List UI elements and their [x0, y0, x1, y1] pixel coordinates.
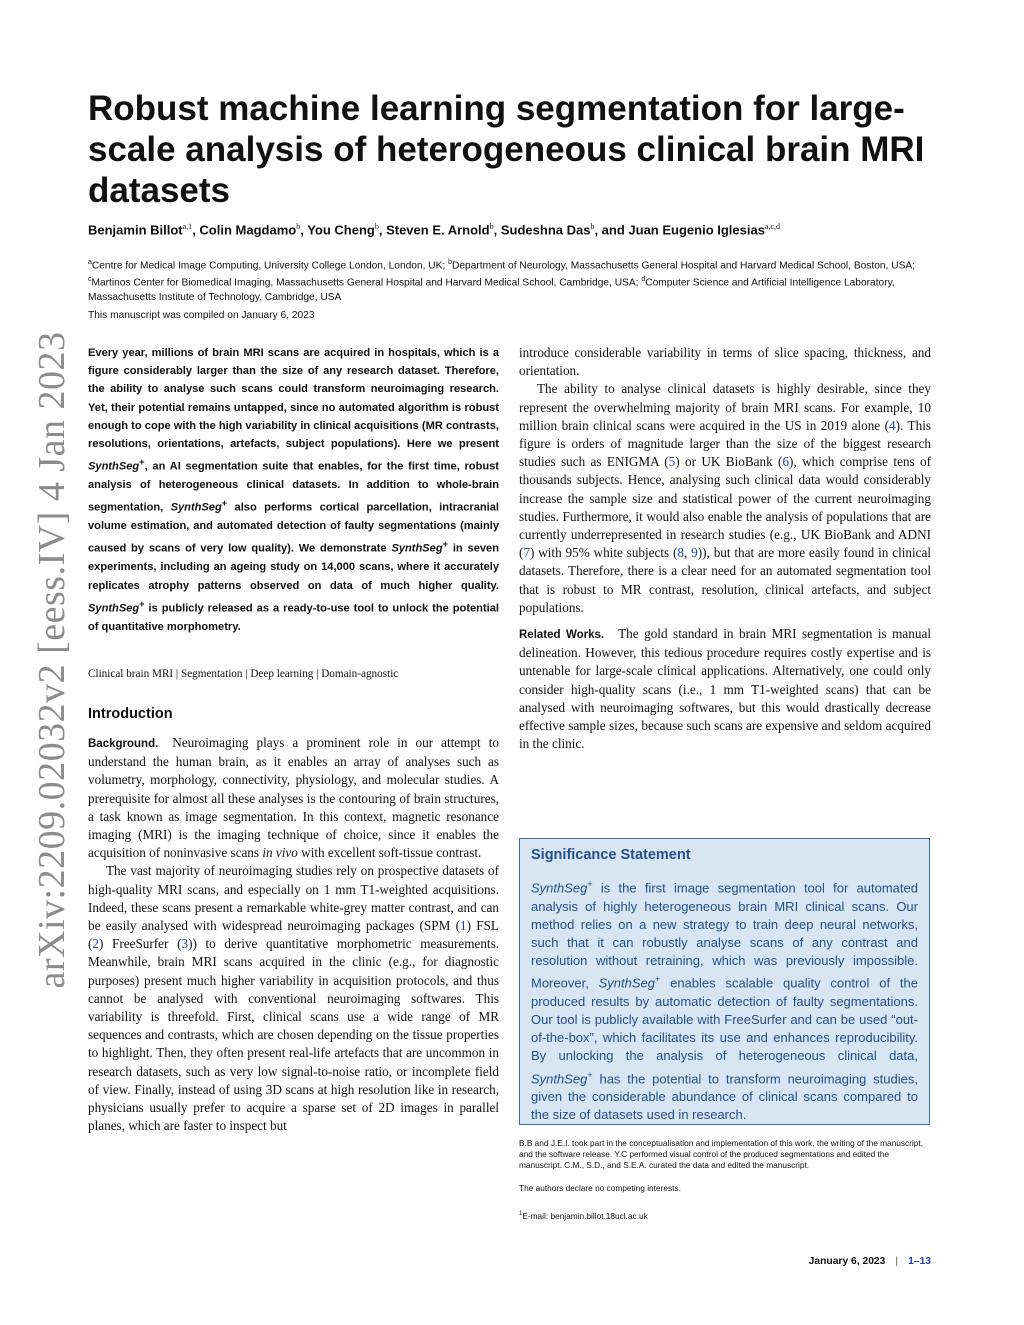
footer-separator: |: [895, 1256, 899, 1267]
text-run: is publicly released as a ready-to-use tool to unlock the potential of quantitative morphometry.: [88, 602, 499, 633]
significance-statement-box: [519, 838, 930, 1125]
author-contributions: B.B and J.E.I. took part in the conceptualisation and implementation of this work, the writing of the manuscript, and the software release. Y.C performed visual control of the produced segmentations and edited the manuscript. C.M., S.D., and S.E.A. curated the data and edited the manuscript.: [519, 1138, 923, 1171]
background-paragraph-1: [88, 734, 499, 862]
author-affiliation-mark: a,c,d: [764, 222, 781, 231]
emphasis-text: SynthSeg: [88, 460, 140, 473]
related-works-text: [519, 626, 931, 751]
keywords: Clinical brain MRI | Segmentation | Deep learning | Domain-agnostic: [88, 668, 399, 680]
citation-link[interactable]: 3: [181, 936, 189, 952]
background-paragraph-2: [88, 862, 499, 1135]
text-run: ), which comprise tens of thousands subjects. Hence, analysing such clinical data would considerably increase the sample size and statistical power of the current neuroimaging studies. Furthermore, it would also enable the analysis of populations that are currently underrepresented in research studies (e.g., UK BioBank and ADNI (: [519, 454, 931, 561]
significance-heading: Significance Statement: [531, 847, 691, 863]
citation-link[interactable]: 2: [92, 936, 99, 952]
superscript: +: [587, 879, 593, 889]
author-name: Sudeshna Das: [500, 222, 591, 238]
compiled-date: This manuscript was compiled on January 6, 2023: [88, 310, 315, 321]
introduction-right-column: [519, 344, 931, 753]
text-run: ) or UK BioBank (: [675, 454, 783, 470]
text-run: ) with 95% white subjects (: [530, 545, 678, 561]
affiliation-mark: a: [88, 259, 92, 266]
text-run: Every year, millions of brain MRI scans are acquired in hospitals, which is a figure considerably larger than the size of any research dataset. Therefore, the ability to analyse such scans could transform neuroimaging research. Yet, their potential remains untapped, since no automated algorithm is robust enough to cope with the high variability in clinical acquisitions (MR contrasts, resolutions, orientations, artefacts, subject populations). Here we present: [88, 347, 499, 451]
section-heading-introduction: Introduction: [88, 706, 173, 722]
author-separator: ,: [378, 222, 387, 238]
competing-interests: The authors declare no competing interests.: [519, 1183, 681, 1193]
superscript: +: [442, 539, 449, 550]
author-separator: ,: [493, 222, 501, 238]
citation-link[interactable]: 6: [782, 454, 790, 470]
text-run: also performs cortical parcellation, intracranial volume estimation, and automated detection of faulty segmentations (mainly caused by scans of very low quality). We demonstrate: [88, 502, 499, 556]
text-run: ) FSL (: [88, 918, 499, 952]
affiliation-text: Computer Science and Artificial Intelligence Laboratory, Massachusetts Institute of Technology, Cambridge, USA: [88, 277, 895, 303]
introduction-left-column: [88, 734, 499, 1135]
author-separator: , and: [594, 222, 629, 238]
affiliation-mark: b: [448, 259, 452, 266]
author-separator: ,: [300, 222, 308, 238]
citation-link[interactable]: 8: [677, 545, 685, 561]
footer-page-range: 1–13: [908, 1256, 931, 1267]
text-run: ,: [684, 545, 692, 561]
author-name: Colin Magdamo: [199, 222, 297, 238]
author-list: [88, 222, 948, 237]
author-name: Benjamin Billot: [88, 222, 183, 238]
background-p1-text: [88, 735, 499, 860]
text-run: , an AI segmentation suite that enables, for the first time, robust analysis of heterogeneous clinical datasets. In addition to whole-brain segmentation,: [88, 460, 499, 514]
emphasis-text: SynthSeg: [531, 1071, 588, 1087]
author-affiliation-mark: b: [296, 222, 301, 231]
superscript: +: [139, 457, 145, 468]
emphasis-text: SynthSeg: [531, 880, 588, 896]
text-run: in seven experiments, including an ageing study on 14,000 scans, where it accurately replicates atrophy patterns observed on data of much higher quality.: [88, 543, 499, 592]
affiliation-text: Centre for Medical Image Computing, University College London, London, UK;: [91, 260, 449, 272]
superscript: +: [221, 498, 228, 509]
emphasis-text: SynthSeg: [598, 975, 656, 991]
emphasis-text: SynthSeg: [88, 602, 140, 615]
page-footer: [0, 1256, 931, 1267]
author-name: Steven E. Arnold: [386, 222, 490, 238]
affiliation-mark: c: [88, 276, 92, 284]
text-run: ). This figure is orders of magnitude larger than the size of the biggest research studies such as ENIGMA (: [519, 417, 931, 470]
affiliation-mark: d: [641, 276, 646, 284]
arxiv-identifier-stamp: arXiv:2209.02032v2 [eess.IV] 4 Jan 2023: [31, 331, 73, 989]
affiliations: [88, 256, 938, 305]
text-run: enables scalable quality control of the produced results by automatic detection of faulty segmentations. Our tool is publicly available with FreeSurfer and can be used “out-of-the-box”, which facilitates its use and enhances reproducibility. By unlocking the analysis of heterogeneous clinical data,: [531, 975, 918, 1064]
text-run: is the first image segmentation tool for automated analysis of highly heterogeneous brain MRI clinical scans. Our method relies on a new strategy to train deep neural networks, such that it can robustly analyse scans of any contrast and resolution without retraining, which was previously impossible. Moreover,: [531, 880, 918, 991]
affiliation-text: Department of Neurology, Massachusetts General Hospital and Harvard Medical School, Boston, USA;: [452, 260, 915, 272]
abstract: [88, 344, 499, 636]
related-works-runin-label: Related Works.: [519, 629, 605, 642]
right-paragraph-2: [519, 380, 931, 617]
emphasis-text: SynthSeg: [391, 543, 443, 556]
superscript: +: [587, 1069, 593, 1080]
text-run: has the potential to transform neuroimaging studies, given the considerable abundance of clinical scans compared to the size of datasets used in research.: [531, 1071, 918, 1123]
email-footnote-mark: 1: [519, 1211, 523, 1218]
citation-link[interactable]: 9: [691, 545, 698, 561]
text-run: )), but that are more easily found in clinical datasets. Therefore, there is a clear need for an automated segmentation tool that is robust to MR contrast, resolution, clinical artefacts, and subject populations.: [519, 545, 932, 615]
text-run: introduce considerable variability in terms of slice spacing, thickness, and orientation.: [519, 345, 931, 379]
citation-link[interactable]: 5: [668, 454, 676, 470]
text-run: The vast majority of neuroimaging studies rely on prospective datasets of high-quality MRI scans, and especially on 1 mm T1-weighted acquisitions. Indeed, these scans present a remarkable white-grey matter contrast, and can be easily analysed with widespread neuroimaging packages (SPM (: [88, 863, 499, 934]
corresponding-email: [519, 1211, 648, 1221]
author-separator: ,: [192, 222, 200, 238]
affiliation-text: Martinos Center for Biomedical Imaging, Massachusetts General Hospital and Harvard Medical School, Cambridge, USA;: [91, 277, 642, 289]
paper-title: Robust machine learning segmentation for large-scale analysis of heterogeneous clinical brain MRI datasets: [88, 89, 925, 210]
citation-link[interactable]: 7: [523, 545, 530, 561]
text-run: Neuroimaging plays a prominent role in our attempt to understand the human brain, as it enables an array of analyses such as volumetry, morphology, connectivity, physiology, and molecular studies. A prerequisite for almost all these analyses is the contouring of brain structures, a task known as image segmentation. In this context, magnetic resonance imaging (MRI) is the imaging technique of choice, since it enables the acquisition of noninvasive scans: [88, 735, 499, 861]
author-name: You Cheng: [307, 222, 375, 238]
text-run: with excellent soft-tissue contrast.: [297, 845, 482, 861]
author-affiliation-mark: b: [489, 222, 494, 231]
background-runin-label: Background.: [88, 738, 159, 750]
right-paragraph-1: [519, 344, 931, 380]
author-affiliation-mark: b: [374, 222, 379, 231]
text-run: )) to derive quantitative morphometric measurements. Meanwhile, brain MRI scans acquired in the clinic (e.g., for diagnostic purposes) present much higher variability in acquisition protocols, and thus cannot be analysed with conventional neuroimaging softwares. This variability is threefold. First, clinical scans use a wide range of MR sequences and contrasts, which are chosen depending on the tissue properties to highlight. Then, they often present real-life artefacts that are uncommon in research datasets, such as very low signal-to-noise ratio, or incomplete field of view. Finally, instead of using 3D scans at high resolution like in research, physicians usually prefer to acquire a sparse set of 2D images in parallel planes, which are faster to inspect but: [88, 936, 500, 1134]
author-name: Juan Eugenio Iglesias: [628, 222, 765, 238]
citation-link[interactable]: 4: [889, 417, 896, 433]
citation-link[interactable]: 1: [459, 918, 467, 934]
superscript: +: [655, 974, 661, 985]
text-run: The ability to analyse clinical datasets is highly desirable, since they represent the overwhelming majority of brain MRI scans. For example, 10 million brain clinical scans were acquired in the US in 2019 alone (: [519, 381, 931, 433]
significance-text: [531, 875, 918, 1125]
emphasis-text: SynthSeg: [170, 502, 222, 514]
text-run: ) FreeSurfer (: [99, 936, 182, 952]
footer-date: January 6, 2023: [808, 1256, 886, 1267]
text-run: The gold standard in brain MRI segmentation is manual delineation. However, this tedious procedure requires costly expertise and is untenable for large-scale clinical applications. Alternatively, one could only consider high-quality scans (i.e., 1 mm T1-weighted scans) that can be analysed with neuroimaging softwares, but this would drastically decrease effective sample sizes, because such scans are expensive and seldom acquired in the clinic.: [519, 626, 931, 752]
superscript: +: [139, 598, 145, 609]
author-affiliation-mark: b: [590, 222, 595, 231]
emphasis-text: in vivo: [262, 845, 298, 861]
email-text: E-mail: benjamin.billot.18ucl.ac.uk: [522, 1211, 648, 1221]
related-works-paragraph: [519, 625, 931, 753]
author-affiliation-mark: a,1: [182, 222, 193, 231]
